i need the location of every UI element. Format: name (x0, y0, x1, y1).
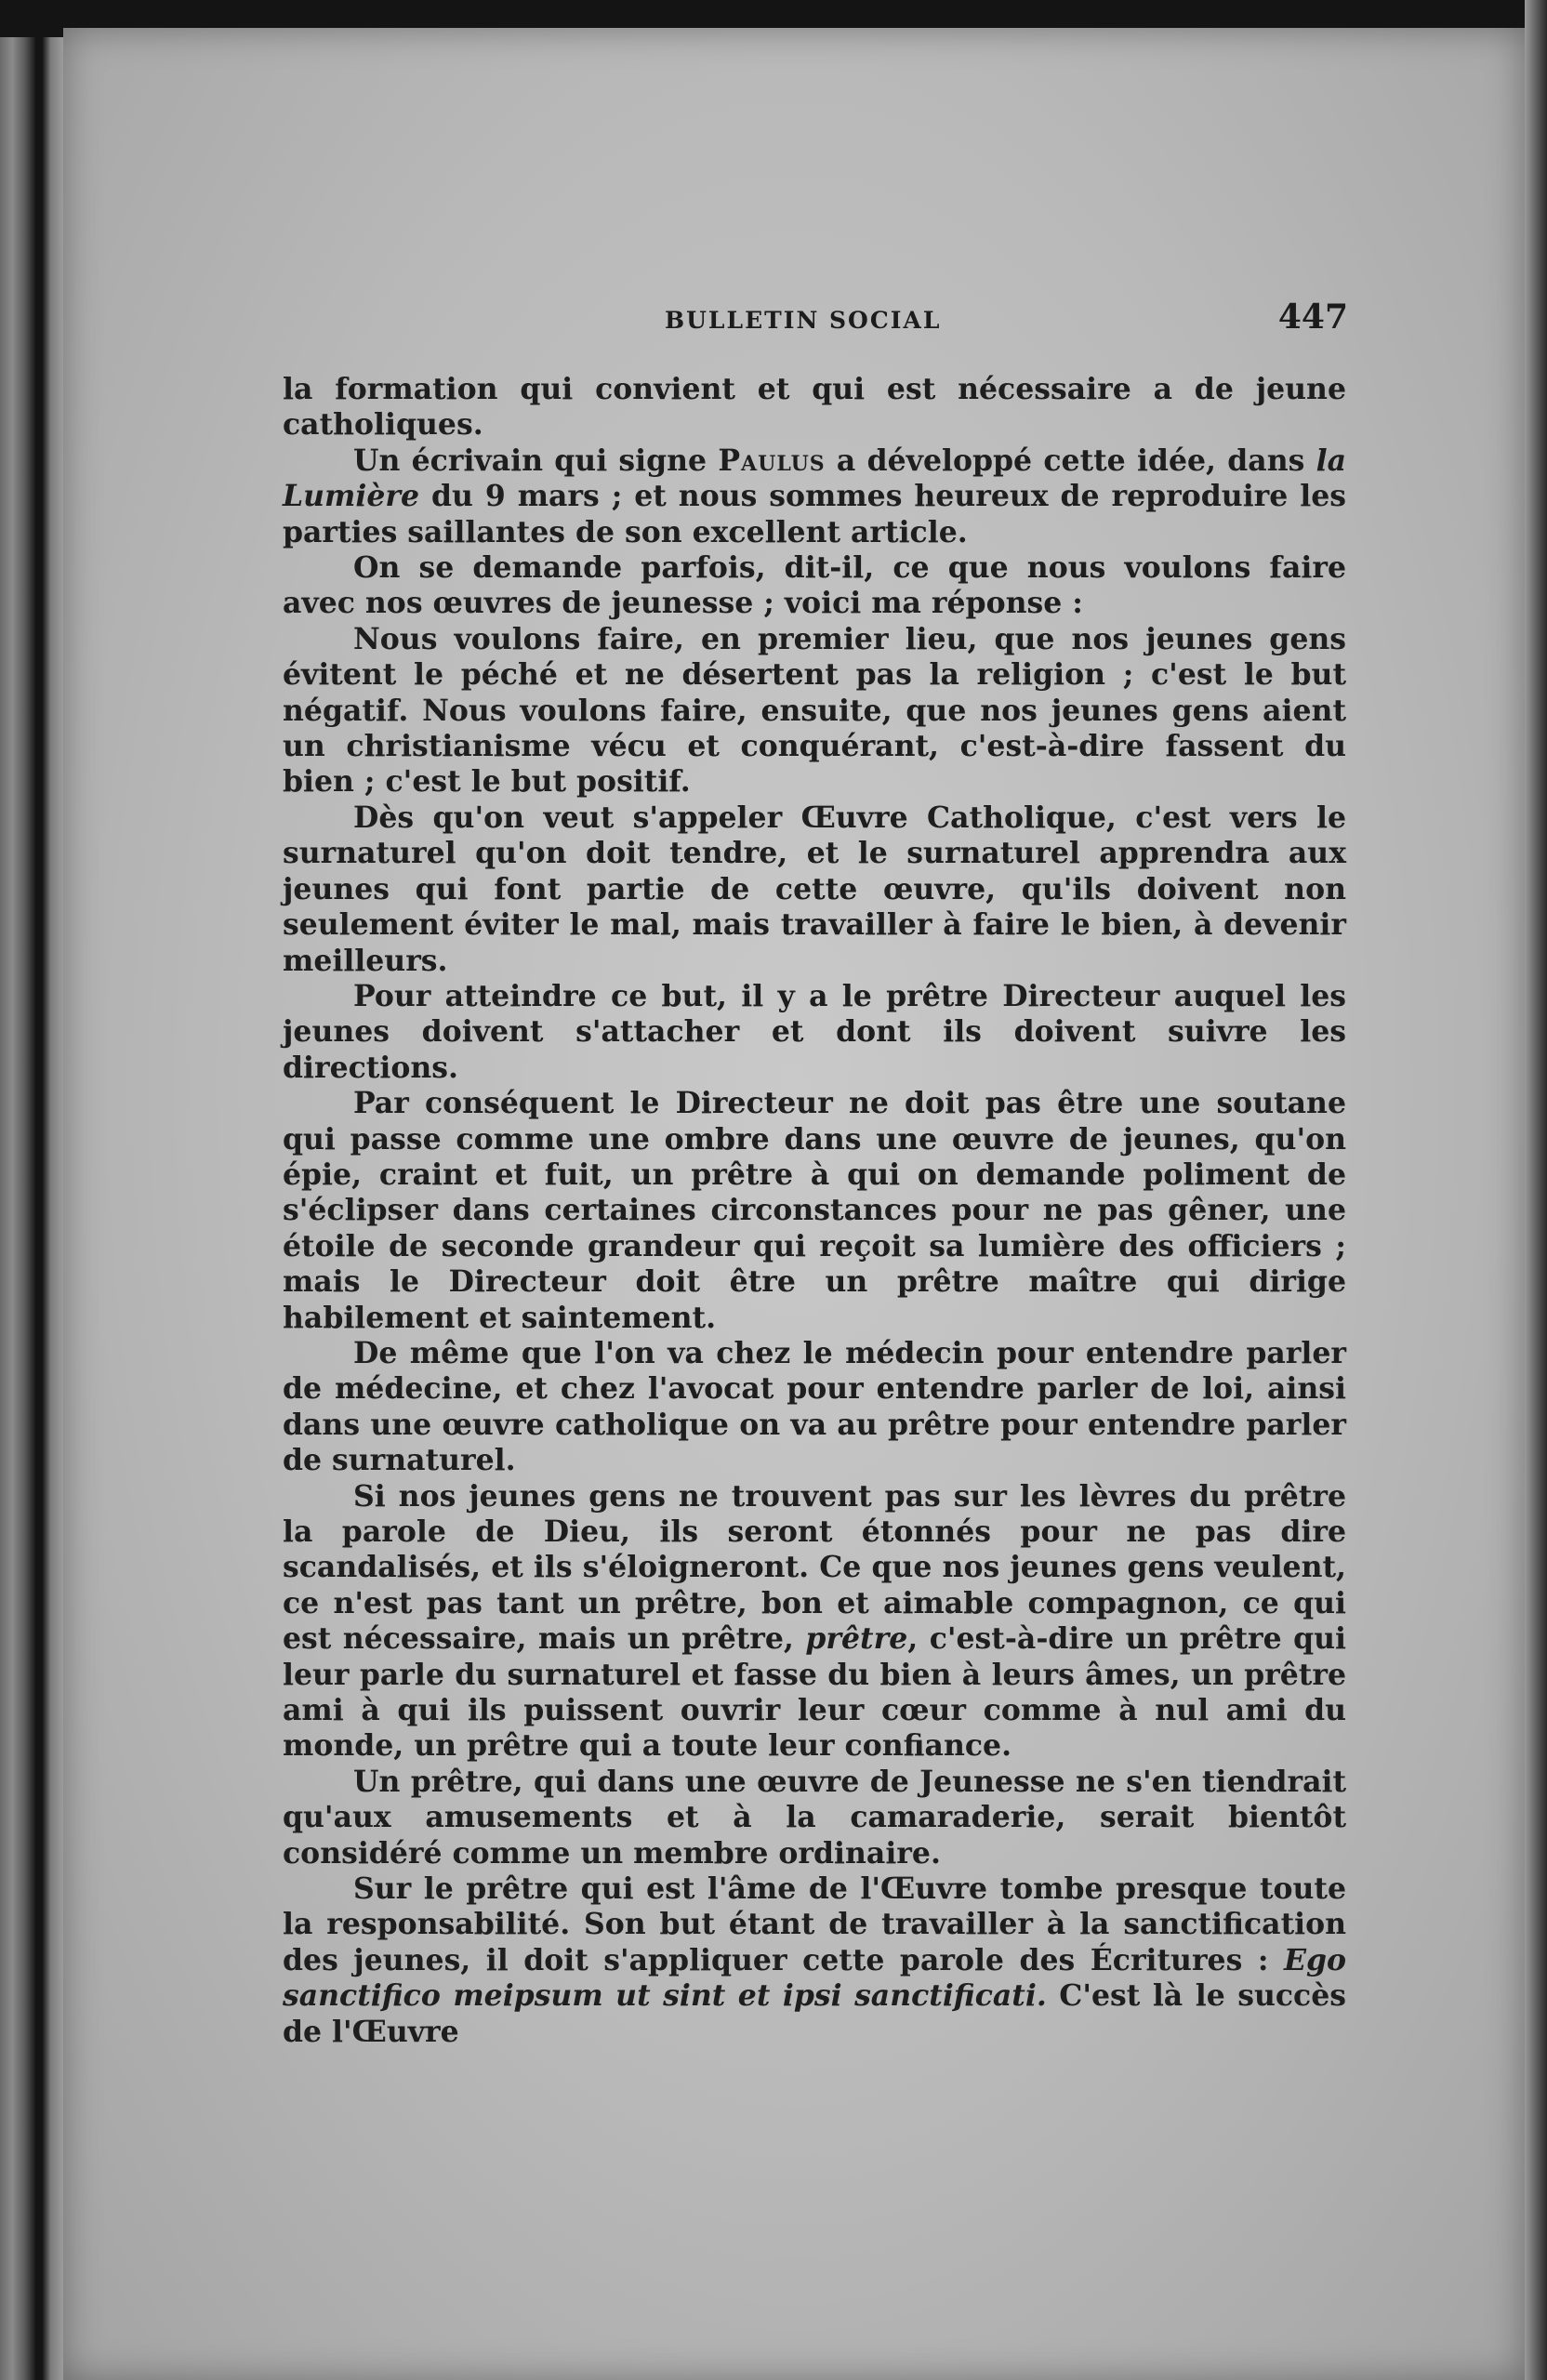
article-body (283, 372, 1346, 2050)
paragraph: Par conséquent le Directeur ne doit pas être une soutane qui passe comme une ombre dans une œuvre de jeunes, qu'on épie, craint et fuit, un prêtre à qui on demande poliment de s'éclipser dans certaines circonstances pour ne pas gêner, une étoile de seconde grandeur qui reçoit sa lumière des officiers ; mais le Directeur doit être un prêtre maître qui dirige habilement et saintement. (283, 1086, 1346, 1335)
film-strip-left (0, 37, 35, 2380)
paragraph: Un écrivain qui signe Paulus a développé cette idée, dans la Lumière du 9 mars ; et nous sommes heureux de reproduire les parties saillantes de son excellent article. (283, 443, 1347, 549)
page-header (288, 298, 1348, 344)
paragraph: Un prêtre, qui dans une œuvre de Jeunesse ne s'en tiendrait qu'aux amusements et à la camaraderie, serait bientôt considéré comme un membre ordinaire. (283, 1764, 1346, 1871)
film-strip-edge (43, 37, 63, 2380)
paragraph: De même que l'on va chez le médecin pour entendre parler de médecine, et chez l'avocat pour entendre parler de loi, ainsi dans une œuvre catholique on va au prêtre pour entendre parler de surnaturel. (283, 1335, 1346, 1478)
paragraph: Si nos jeunes gens ne trouvent pas sur les lèvres du prêtre la parole de Dieu, ils seront étonnés pour ne pas dire scandalisés, et ils s'éloigneront. Ce que nos jeunes gens veulent, ce n'est pas tant un prêtre, bon et aimable compagnon, ce qui est nécessaire, mais un prêtre, prêtre, c'est-à-dire un prêtre qui leur parle du surnaturel et fasse du bien à leurs âmes, un prêtre ami à qui ils puissent ouvrir leur cœur comme à nul ami du monde, un prêtre qui a toute leur confiance. (283, 1478, 1347, 1764)
film-edge-right (1525, 0, 1547, 2380)
journal-title: la Lumière (283, 443, 1347, 514)
paragraph: Nous voulons faire, en premier lieu, que nos jeunes gens évitent le péché et ne désertent pas la religion ; c'est le but négatif. Nous voulons faire, ensuite, que nos jeunes gens aient un christianisme vécu et conquérant, c'est-à-dire fassent du bien ; c'est le but positif. (283, 621, 1346, 800)
paragraph: Pour atteindre ce but, il y a le prêtre Directeur auquel les jeunes doivent s'attacher et dont ils doivent suivre les directions. (283, 978, 1346, 1085)
paragraph: la formation qui convient et qui est nécessaire a de jeune catholiques. (283, 372, 1346, 443)
author-name: Paulus (718, 443, 826, 478)
paragraph: On se demande parfois, dit-il, ce que nous voulons faire avec nos œuvres de jeunesse ; voici ma réponse : (283, 550, 1346, 621)
running-head: BULLETIN SOCIAL (665, 307, 942, 334)
paragraph: Dès qu'on veut s'appeler Œuvre Catholique, c'est vers le surnaturel qu'on doit tendre, et le surnaturel apprendra aux jeunes qui font partie de cette œuvre, qu'ils doivent non seulement éviter le mal, mais travailler à faire le bien, à devenir meilleurs. (283, 800, 1346, 978)
page-number: 447 (1277, 298, 1348, 337)
emphasis: prêtre (805, 1621, 908, 1657)
latin-quote: Ego sanctifico meipsum ut sint et ipsi sanctificati. (283, 1942, 1346, 2014)
paragraph: Sur le prêtre qui est l'âme de l'Œuvre tombe presque toute la responsabilité. Son but étant de travailler à la sanctification des jeunes, il doit s'appliquer cette parole des Écritures : Ego sanctifico meipsum ut sint et ipsi sanctificati. C'est là le succès de l'Œuvre (283, 1871, 1347, 2049)
